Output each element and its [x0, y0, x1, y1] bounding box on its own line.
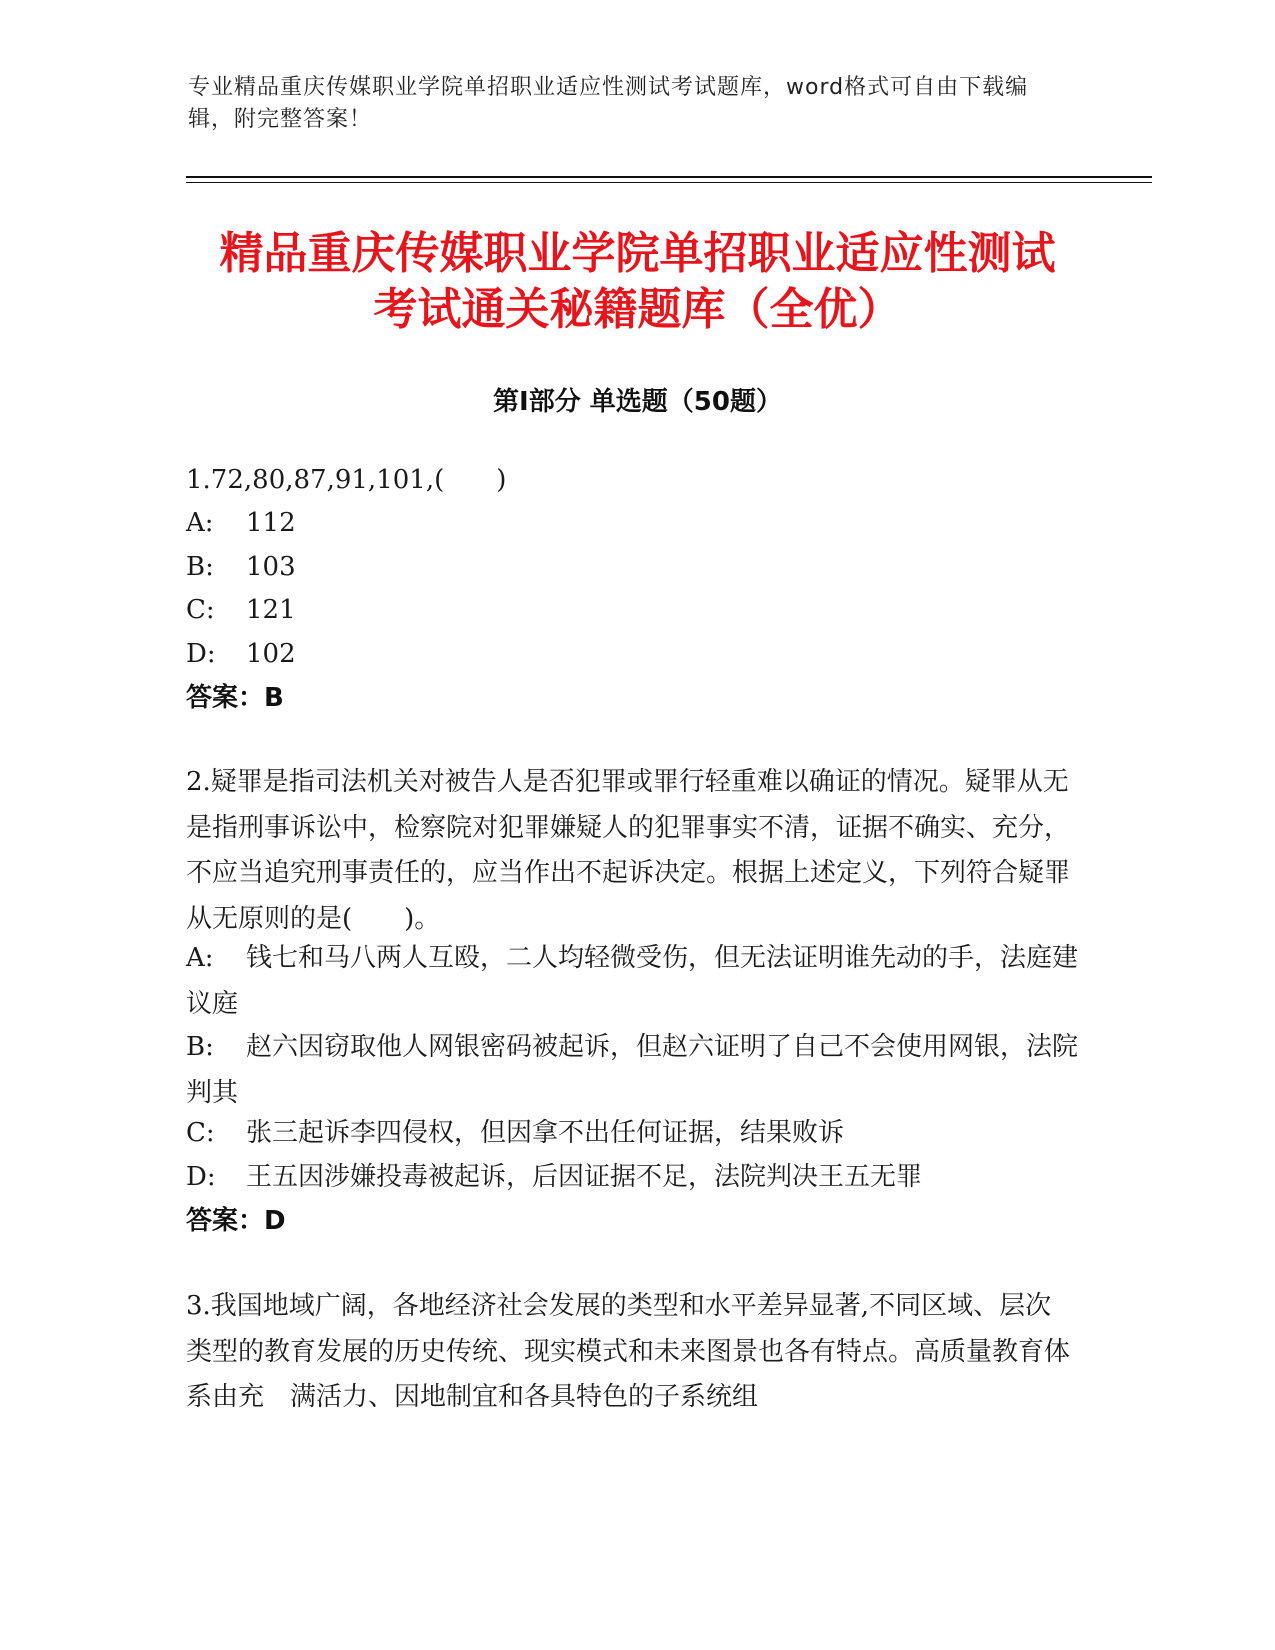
option-letter: C: — [186, 595, 215, 625]
title-line-1: 精品重庆传媒职业学院单招职业适应性测试 — [219, 228, 1056, 279]
header-rule-thin — [186, 182, 1152, 183]
option-text: 钱七和马八两人互殴，二人均轻微受伤，但无法证明谁先动的手，法庭建议庭 — [186, 943, 1079, 1019]
option-text: 张三起诉李四侵权，但因拿不出任何证据，结果败诉 — [246, 1118, 845, 1148]
question-2-option-d — [186, 1155, 1086, 1201]
question-1-option-d — [186, 632, 1086, 678]
option-letter: C: — [186, 1118, 215, 1148]
option-letter: D: — [186, 1162, 216, 1192]
question-2-answer: 答案：D — [186, 1206, 286, 1236]
option-text: 102 — [246, 639, 296, 669]
option-text: 103 — [246, 552, 296, 582]
option-text: 赵六因窃取他人网银密码被起诉，但赵六证明了自己不会使用网银，法院判其 — [186, 1032, 1079, 1108]
header-rule-thick — [186, 176, 1152, 178]
question-2-option-a — [186, 936, 1086, 1027]
option-letter: A: — [186, 508, 214, 538]
option-text: 王五因涉嫌投毒被起诉，后因证据不足，法院判决王五无罪 — [246, 1162, 923, 1192]
question-1-option-a — [186, 501, 1086, 547]
option-letter: D: — [186, 639, 216, 669]
question-1-answer: 答案：B — [186, 683, 284, 713]
question-2-option-b — [186, 1025, 1086, 1116]
question-1-option-b — [186, 545, 1086, 591]
option-letter: B: — [186, 552, 214, 582]
question-1-option-c — [186, 588, 1086, 634]
section-title: 第Ⅰ部分 单选题（50题） — [493, 387, 782, 417]
option-letter: A: — [186, 943, 214, 973]
header-note: 专业精品重庆传媒职业学院单招职业适应性测试考试题库，word格式可自由下载编辑，附完整答案！ — [188, 75, 1029, 132]
title-line-2: 考试通关秘籍题库（全优） — [373, 284, 902, 335]
question-2-option-c — [186, 1111, 1086, 1157]
option-text: 121 — [246, 595, 296, 625]
document-title — [140, 226, 1135, 338]
question-2-text: 2.疑罪是指司法机关对被告人是否犯罪或罪行轻重难以确证的情况。疑罪从无 是指刑事诉讼中，检察院对犯罪嫌疑人的犯罪事实不清，证据不确实、充分，不应当追究刑事责任的，应当作出不起诉决定。根据上述定义，下列符合疑罪从无原则的是( )。 — [186, 767, 1071, 934]
question-3-text: 3.我国地域广阔，各地经济社会发展的类型和水平差异显著,不同区域、层次 类型的教育发展的历史传统、现实模式和未来图景也各有特点。高质量教育体系由充 满活力、因地制宜和各具特色的子系统组 — [186, 1291, 1078, 1412]
option-letter: B: — [186, 1032, 214, 1062]
question-1-text: 1.72,80,87,91,101,( ) — [186, 465, 507, 495]
option-text: 112 — [246, 508, 296, 538]
